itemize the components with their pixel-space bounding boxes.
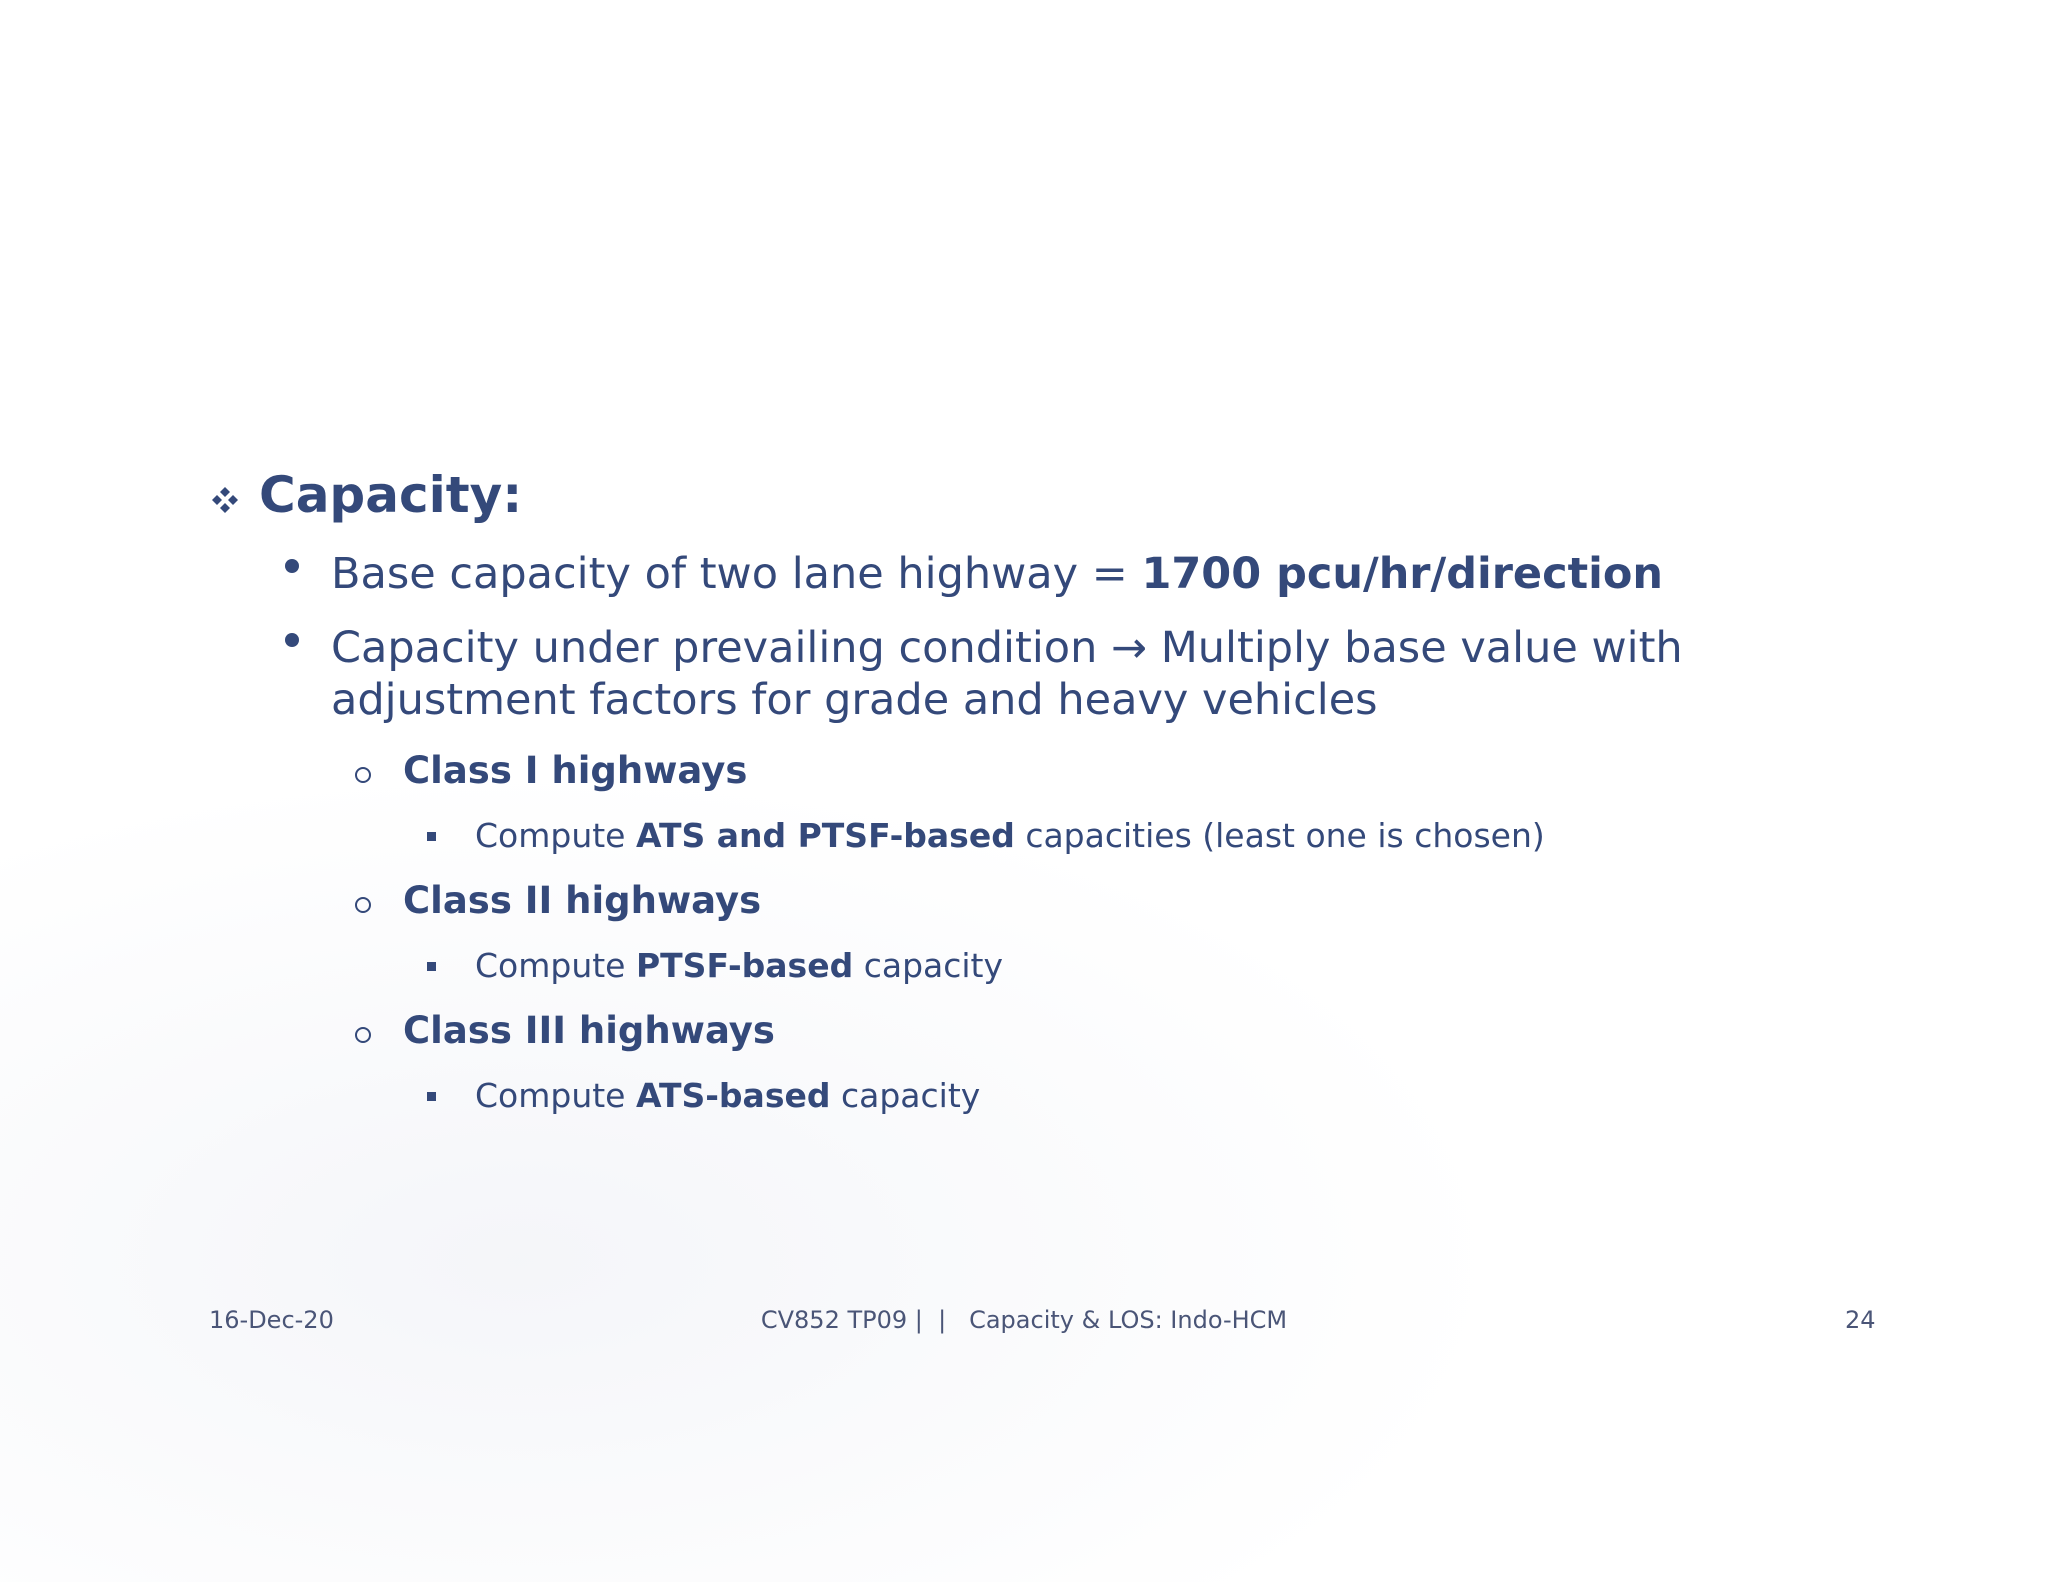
bullet-dot-icon bbox=[285, 633, 299, 647]
class-1-detail bbox=[475, 816, 1545, 856]
detail-text: capacities (least one is chosen) bbox=[1014, 816, 1545, 855]
bullet-bold-value: 1700 pcu/hr/direction bbox=[1141, 549, 1664, 599]
slide-heading: Capacity: bbox=[259, 466, 523, 524]
footer-date: 16-Dec-20 bbox=[209, 1306, 334, 1334]
filled-square-icon bbox=[427, 1092, 436, 1101]
hollow-circle-icon bbox=[355, 1027, 371, 1043]
filled-square-icon bbox=[427, 962, 436, 971]
detail-bold: ATS-based bbox=[635, 1076, 831, 1115]
hollow-circle-icon bbox=[355, 897, 371, 913]
footer-course-title: CV852 TP09 | | Capacity & LOS: Indo-HCM bbox=[760, 1306, 1288, 1334]
bullet-prevailing-line-2: adjustment factors for grade and heavy vehicles bbox=[331, 675, 1378, 725]
class-3-detail bbox=[475, 1076, 980, 1116]
detail-text: Compute bbox=[475, 1076, 636, 1115]
bullet-dot-icon bbox=[285, 559, 299, 573]
detail-text: Compute bbox=[475, 816, 636, 855]
bullet-base-capacity bbox=[331, 548, 1663, 600]
detail-bold: PTSF-based bbox=[635, 946, 854, 985]
detail-text: capacity bbox=[853, 946, 1004, 985]
class-2-title: Class II highways bbox=[403, 879, 762, 922]
page-number: 24 bbox=[1845, 1306, 1876, 1334]
detail-text: Compute bbox=[475, 946, 636, 985]
bullet-prevailing-line-1: Capacity under prevailing condition → Multiply base value with bbox=[331, 623, 1683, 673]
detail-bold: ATS and PTSF-based bbox=[635, 816, 1015, 855]
class-3-title: Class III highways bbox=[403, 1009, 775, 1052]
four-diamond-icon bbox=[209, 484, 241, 516]
footer-center bbox=[0, 1305, 2048, 1335]
hollow-circle-icon bbox=[355, 767, 371, 783]
detail-text: capacity bbox=[830, 1076, 981, 1115]
class-2-detail bbox=[475, 946, 1003, 986]
class-1-title: Class I highways bbox=[403, 749, 748, 792]
filled-square-icon bbox=[427, 832, 436, 841]
bullet-text: Base capacity of two lane highway = bbox=[331, 549, 1142, 599]
